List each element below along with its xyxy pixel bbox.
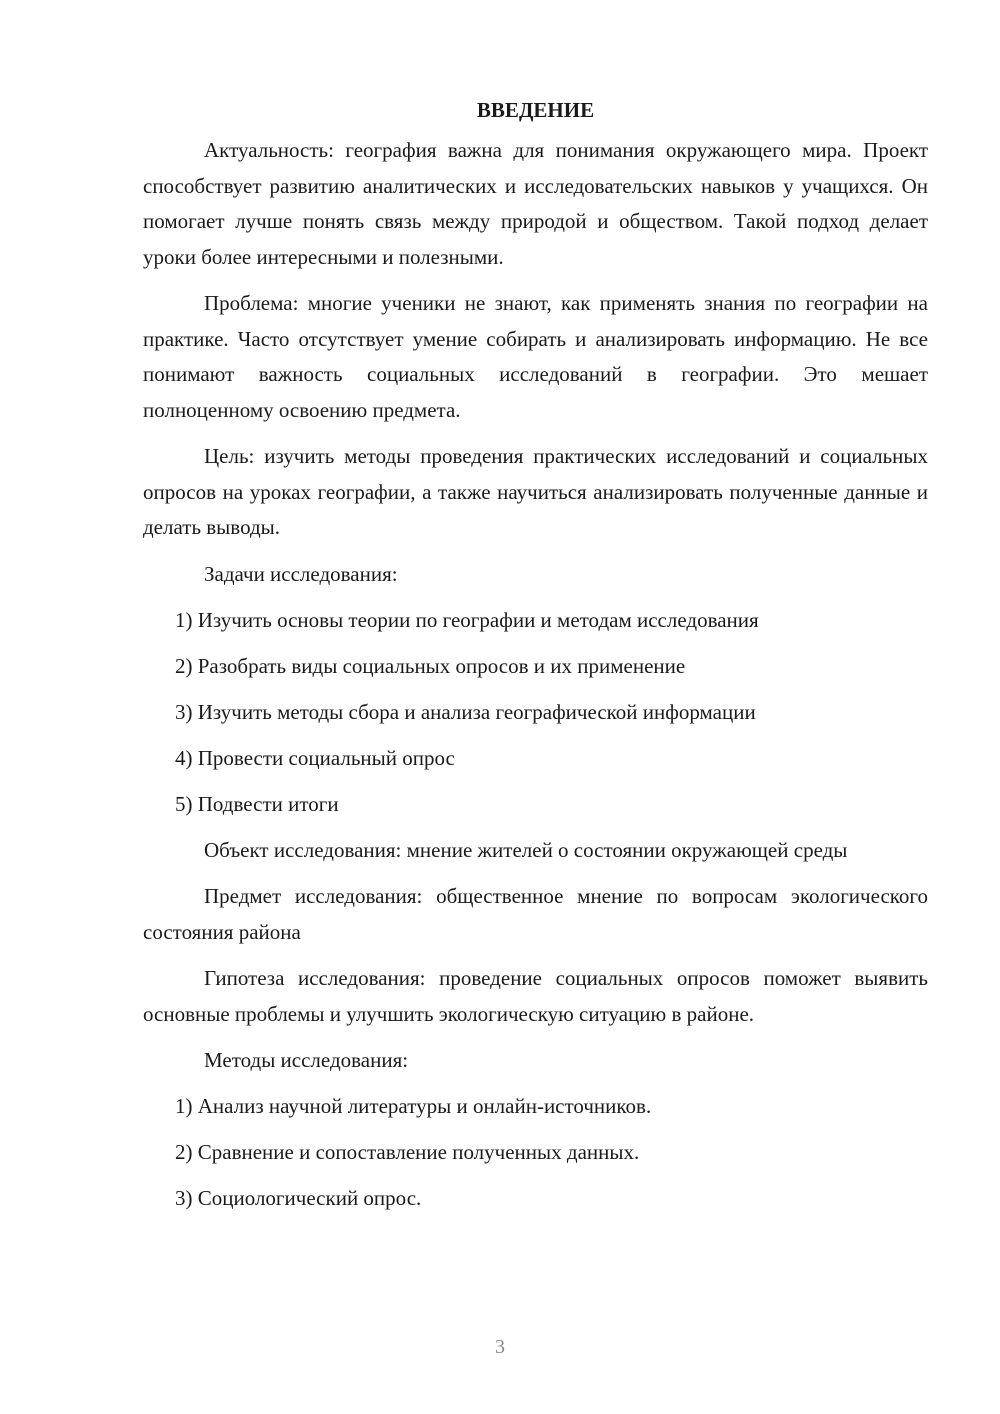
hypothesis-paragraph: Гипотеза исследования: проведение социальных опросов поможет выявить основные проблемы и улучшить экологическую ситуацию в районе. [143, 966, 928, 1026]
task-item-4: 4) Провести социальный опрос [175, 745, 455, 770]
task-item-2: 2) Разобрать виды социальных опросов и их применение [175, 653, 686, 678]
task-item-1: 1) Изучить основы теории по географии и методам исследования [175, 607, 759, 632]
tasks-heading: Задачи исследования: [204, 561, 398, 586]
method-item-1: 1) Анализ научной литературы и онлайн-источников. [175, 1094, 652, 1118]
problem-paragraph: Проблема: многие ученики не знают, как применять знания по географии на практике. Часто отсутствует умение собирать и анализировать информацию. Не все понимают важность социальных исследований в географии. Это мешает полноценному освоению предмета. [143, 291, 928, 422]
task-item-5: 5) Подвести итоги [175, 791, 339, 816]
method-item-2: 2) Сравнение и сопоставление полученных данных. [175, 1140, 640, 1164]
task-item-3: 3) Изучить методы сбора и анализа географической информации [175, 699, 756, 724]
object-paragraph: Объект исследования: мнение жителей о состоянии окружающей среды [204, 837, 848, 862]
goal-paragraph: Цель: изучить методы проведения практических исследований и социальных опросов на уроках географии, а также научиться анализировать полученные данные и делать выводы. [143, 444, 928, 539]
page-number: 3 [495, 1336, 505, 1358]
method-item-3: 3) Социологический опрос. [175, 1186, 422, 1210]
page-title: ВВЕДЕНИЕ [476, 98, 595, 122]
subject-paragraph: Предмет исследования: общественное мнение по вопросам экологического состояния района [143, 884, 928, 944]
page-content [143, 92, 928, 1227]
relevance-paragraph: Актуальность: география важна для понимания окружающего мира. Проект способствует развитию аналитических и исследовательских навыков у учащихся. Он помогает лучше понять связь между природой и обществом. Такой подход делает уроки более интересными и полезными. [143, 138, 928, 269]
methods-heading: Методы исследования: [204, 1048, 409, 1072]
